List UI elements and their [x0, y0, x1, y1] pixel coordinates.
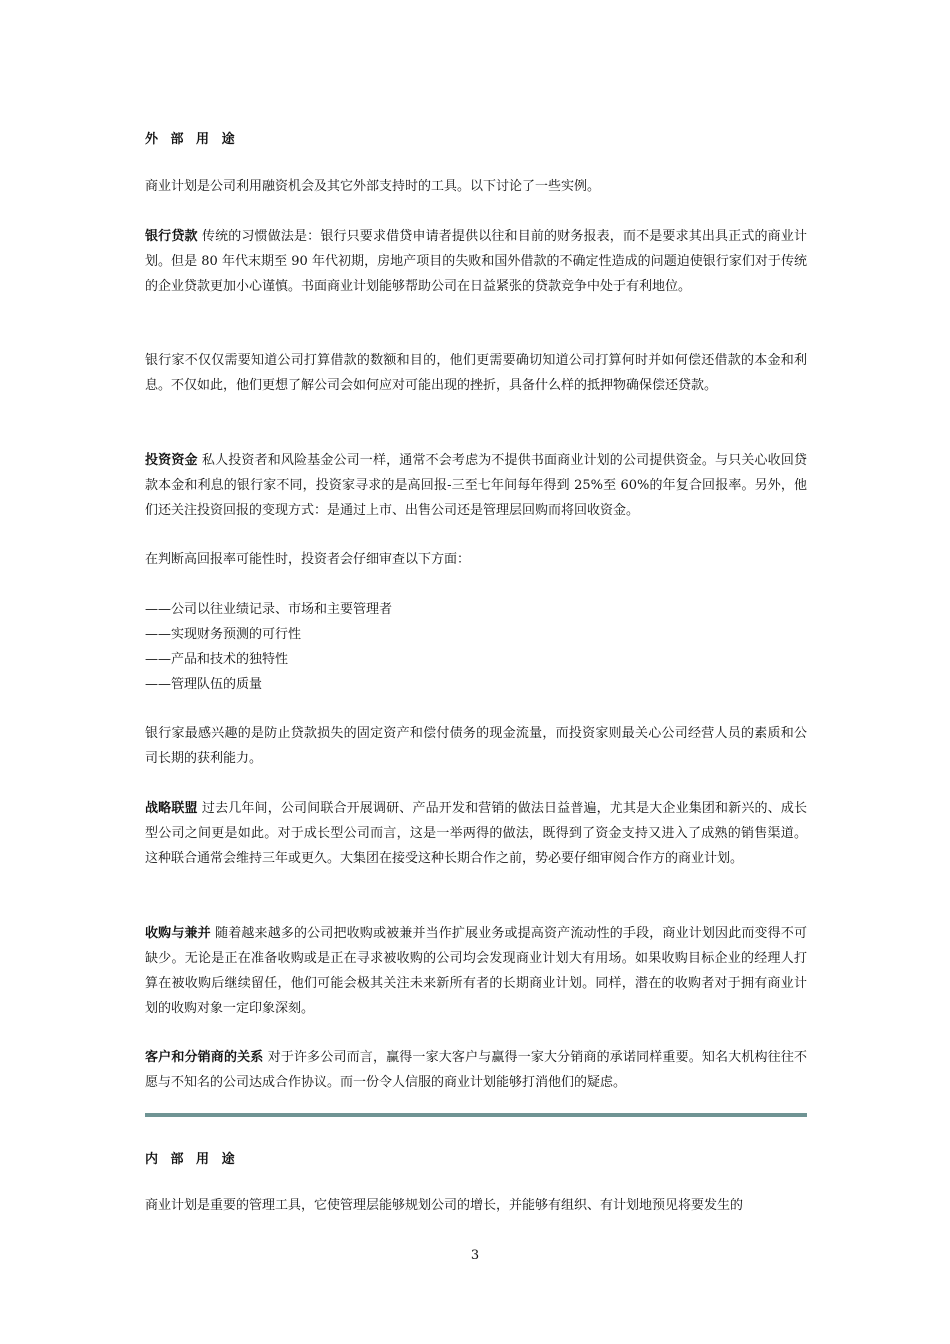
merger-acquisition-text: 随着越来越多的公司把收购或被兼并当作扩展业务或提高资产流动性的手段，商业计划因此而变得不可缺少。无论是正在准备收购或是正在寻求被收购的公司均会发现商业计划大有用场。如果收购目标企业的经理人打算在被收购后继续留任，他们可能会极其关注未来新所有者的长期商业计划。同样，潜在的收购者对于拥有商业计划的收购对象一定印象深刻。	[145, 926, 807, 1016]
section-divider	[145, 1113, 807, 1117]
list-item: ——公司以往业绩记录、市场和主要管理者	[145, 602, 393, 617]
list-item: ——产品和技术的独特性	[145, 652, 289, 667]
bank-loan-paragraph	[145, 224, 807, 299]
customer-distributor-text: 对于许多公司而言，赢得一家大客户与赢得一家大分销商的承诺同样重要。知名大机构往往不愿与不知名的公司达成合作协议。而一份令人信服的商业计划能够打消他们的疑虑。	[145, 1050, 807, 1090]
internal-use-heading: 内 部 用 途	[145, 1152, 239, 1167]
investment-funds-paragraph	[145, 448, 807, 523]
banker-investor-comparison-paragraph: 银行家最感兴趣的是防止贷款损失的固定资产和偿付债务的现金流量，而投资家则最关心公司经营人员的素质和公司长期的获利能力。	[145, 726, 807, 766]
external-use-heading: 外 部 用 途	[145, 132, 239, 147]
strategic-alliance-text: 过去几年间，公司间联合开展调研、产品开发和营销的做法日益普遍，尤其是大企业集团和新兴的、成长型公司之间更是如此。对于成长型公司而言，这是一举两得的做法，既得到了资金支持又进入了成熟的销售渠道。这种联合通常会维持三年或更久。大集团在接受这种长期合作之前，势必要仔细审阅合作方的商业计划。	[145, 801, 807, 866]
page-number: 3	[470, 1248, 480, 1263]
list-item: ——管理队伍的质量	[145, 677, 263, 692]
strategic-alliance-title: 战略联盟	[145, 801, 198, 816]
investment-funds-title: 投资资金	[145, 453, 198, 468]
strategic-alliance-paragraph	[145, 796, 807, 871]
review-criteria-list	[145, 597, 807, 697]
customer-distributor-paragraph	[145, 1045, 807, 1095]
investment-funds-text: 私人投资者和风险基金公司一样，通常不会考虑为不提供书面商业计划的公司提供资金。与只关心收回贷款本金和利息的银行家不同，投资家寻求的是高回报-三至七年间每年得到 25%至 60%的年复合回报率。另外，他们还关注投资回报的变现方式：是通过上市、出售公司还是管理层回购而将回收资金。	[145, 453, 807, 518]
bank-loan-text: 传统的习惯做法是：银行只要求借贷申请者提供以往和目前的财务报表，而不是要求其出具正式的商业计划。但是 80 年代末期至 90 年代初期，房地产项目的失败和国外借款的不确定性造成的问题迫使银行家们对于传统的企业贷款更加小心谨慎。书面商业计划能够帮助公司在日益紧张的贷款竞争中处于有利地位。	[145, 229, 807, 294]
internal-intro-paragraph: 商业计划是重要的管理工具，它使管理层能够规划公司的增长，并能够有组织、有计划地预见将要发生的	[145, 1198, 744, 1213]
merger-acquisition-paragraph	[145, 921, 807, 1021]
banker-needs-paragraph: 银行家不仅仅需要知道公司打算借款的数额和目的，他们更需要确切知道公司打算何时并如何偿还借款的本金和利息。不仅如此，他们更想了解公司会如何应对可能出现的挫折，具备什么样的抵押物确保偿还贷款。	[145, 353, 807, 393]
review-intro-paragraph: 在判断高回报率可能性时，投资者会仔细审查以下方面：	[145, 552, 471, 567]
customer-distributor-title: 客户和分销商的关系	[145, 1050, 264, 1065]
external-intro-paragraph: 商业计划是公司利用融资机会及其它外部支持时的工具。以下讨论了一些实例。	[145, 179, 601, 194]
bank-loan-title: 银行贷款	[145, 229, 198, 244]
merger-acquisition-title: 收购与兼并	[145, 926, 211, 941]
list-item: ——实现财务预测的可行性	[145, 627, 302, 642]
